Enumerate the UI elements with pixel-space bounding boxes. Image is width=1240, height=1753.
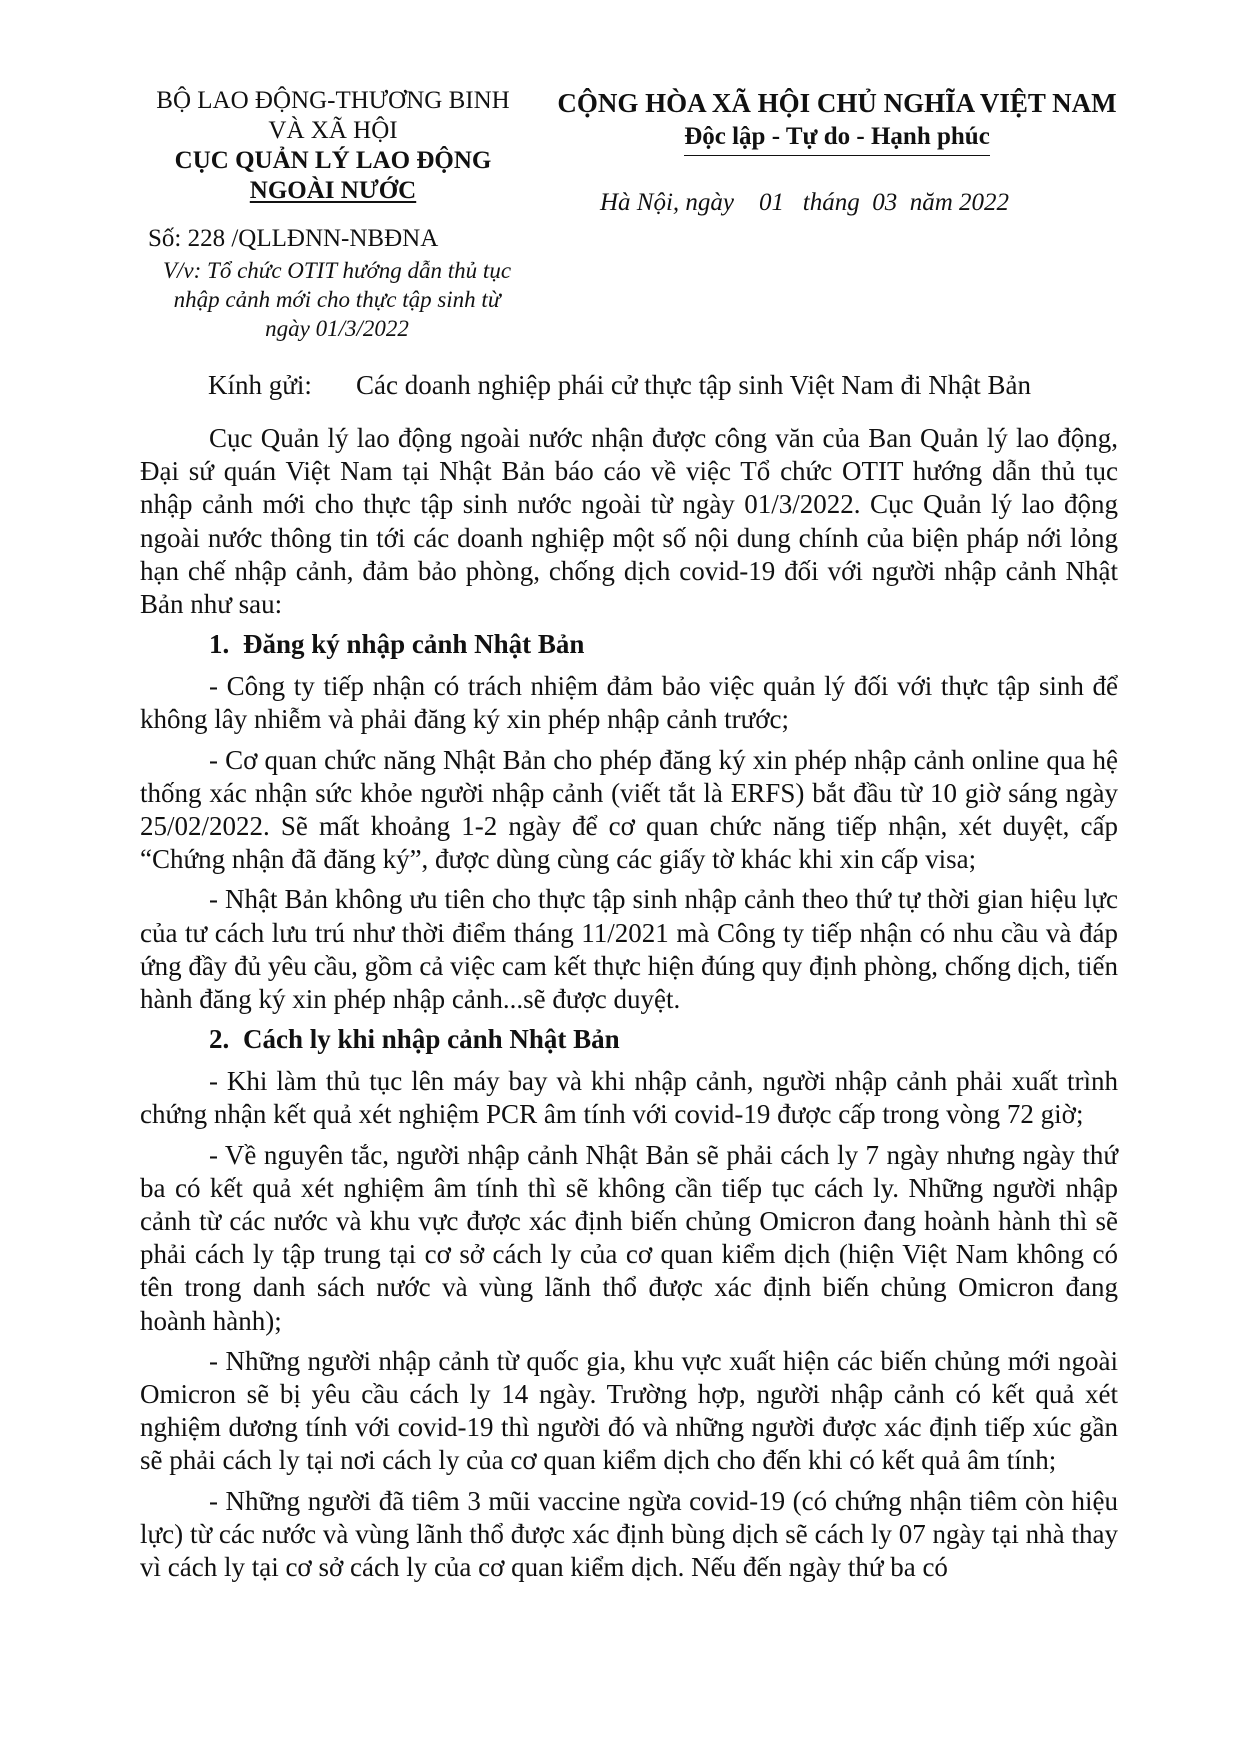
subject-line1: V/v: Tổ chức OTIT hướng dẫn thủ tục	[162, 258, 512, 283]
ministry-line2: VÀ XÃ HỘI	[268, 117, 398, 144]
recipient-label: Kính gửi:	[208, 370, 312, 400]
section-1-heading	[140, 628, 1118, 661]
subject-line3: ngày 01/3/2022	[265, 316, 409, 341]
national-header	[552, 86, 1122, 156]
issuer-block	[138, 86, 528, 206]
section-1-paragraph-2: - Cơ quan chức năng Nhật Bản cho phép đăng ký xin phép nhập cảnh online qua hệ thống xác nhận sức khỏe người nhập cảnh (viết tắt là ERFS) bắt đầu từ 10 giờ sáng ngày 25/02/2022. Sẽ mất khoảng 1-2 ngày để cơ quan chức năng tiếp nhận, xét duyệt, cấp “Chứng nhận đã đăng ký”, được dùng cùng các giấy tờ khác khi xin cấp visa;	[140, 744, 1118, 875]
section-2-paragraph-1: - Khi làm thủ tục lên máy bay và khi nhập cảnh, người nhập cảnh phải xuất trình chứng nhận kết quả xét nghiệm PCR âm tính với covid-19 được cấp trong vòng 72 giờ;	[140, 1066, 1118, 1130]
department-line1: CỤC QUẢN LÝ LAO ĐỘNG	[174, 147, 492, 174]
ministry-line1: BỘ LAO ĐỘNG-THƯƠNG BINH	[156, 87, 510, 114]
section-2-title: Cách ly khi nhập cảnh Nhật Bản	[243, 1024, 620, 1055]
nation-name: CỘNG HÒA XÃ HỘI CHỦ NGHĨA VIỆT NAM	[557, 88, 1117, 118]
section-1-paragraph-1: - Công ty tiếp nhận có trách nhiệm đảm bảo việc quản lý đối với thực tập sinh để không lây nhiễm và phải đăng ký xin phép nhập cảnh trước;	[140, 671, 1118, 735]
recipient-line	[208, 368, 1031, 402]
department-line2: NGOÀI NƯỚC	[249, 177, 417, 204]
section-2-paragraph-4: - Những người đã tiêm 3 mũi vaccine ngừa covid-19 (có chứng nhận tiêm còn hiệu lực) từ các nước và vùng lãnh thổ được xác định bùng dịch sẽ cách ly 07 ngày tại nhà thay vì cách ly tại cơ sở cách ly của cơ quan kiểm dịch. Nếu đến ngày thứ ba có	[140, 1485, 1118, 1583]
section-2-paragraph-2: - Về nguyên tắc, người nhập cảnh Nhật Bản sẽ phải cách ly 7 ngày nhưng ngày thứ ba có kết quả xét nghiệm âm tính thì sẽ không cần tiếp tục cách ly. Những người nhập cảnh từ các nước và khu vực được xác định biến chủng Omicron đang hoành hành thì sẽ phải cách ly tập trung tại cơ sở cách ly của cơ quan kiểm dịch (hiện Việt Nam không có tên trong danh sách nước và vùng lãnh thổ được xác định biến chủng Omicron đang hoành hành);	[140, 1139, 1118, 1336]
subject-line2: nhập cảnh mới cho thực tập sinh từ	[173, 287, 501, 312]
national-motto: Độc lập - Tự do - Hạnh phúc	[684, 120, 990, 156]
document-date: Hà Nội, ngày 01 tháng 03 năm 2022	[600, 189, 1010, 216]
section-2-paragraph-3: - Những người nhập cảnh từ quốc gia, khu vực xuất hiện các biến chủng mới ngoài Omicron sẽ bị yêu cầu cách ly 14 ngày. Trường hợp, người nhập cảnh có kết quả xét nghiệm dương tính với covid-19 thì người đó và những người được xác định tiếp xúc gần sẽ phải cách ly tại nơi cách ly của cơ quan kiểm dịch cho đến khi có kết quả âm tính;	[140, 1345, 1118, 1476]
intro-paragraph: Cục Quản lý lao động ngoài nước nhận được công văn của Ban Quản lý lao động, Đại sứ quán Việt Nam tại Nhật Bản báo cáo về việc Tổ chức OTIT hướng dẫn thủ tục nhập cảnh mới cho thực tập sinh nước ngoài từ ngày 01/3/2022. Cục Quản lý lao động ngoài nước thông tin tới các doanh nghiệp một số nội dung chính của biện pháp nới lỏng hạn chế nhập cảnh, đảm bảo phòng, chống dịch covid-19 đối với người nhập cảnh Nhật Bản như sau:	[140, 423, 1118, 620]
section-1-number: 1.	[209, 629, 230, 660]
section-2-number: 2.	[209, 1024, 230, 1055]
document-number: Số: 228 /QLLĐNN-NBĐNA	[148, 225, 439, 252]
section-1-paragraph-3: - Nhật Bản không ưu tiên cho thực tập sinh nhập cảnh theo thứ tự thời gian hiệu lực của tư cách lưu trú như thời điểm tháng 11/2021 mà Công ty tiếp nhận có nhu cầu và đáp ứng đầy đủ yêu cầu, gồm cả việc cam kết thực hiện đúng quy định phòng, chống dịch, tiến hành đăng ký xin phép nhập cảnh...sẽ được duyệt.	[140, 884, 1118, 1015]
recipient-name: Các doanh nghiệp phái cử thực tập sinh Việt Nam đi Nhật Bản	[356, 370, 1031, 400]
section-1-title: Đăng ký nhập cảnh Nhật Bản	[243, 629, 585, 660]
document-body	[140, 422, 1118, 1591]
section-2-heading	[140, 1023, 1118, 1056]
subject-block	[142, 256, 532, 343]
